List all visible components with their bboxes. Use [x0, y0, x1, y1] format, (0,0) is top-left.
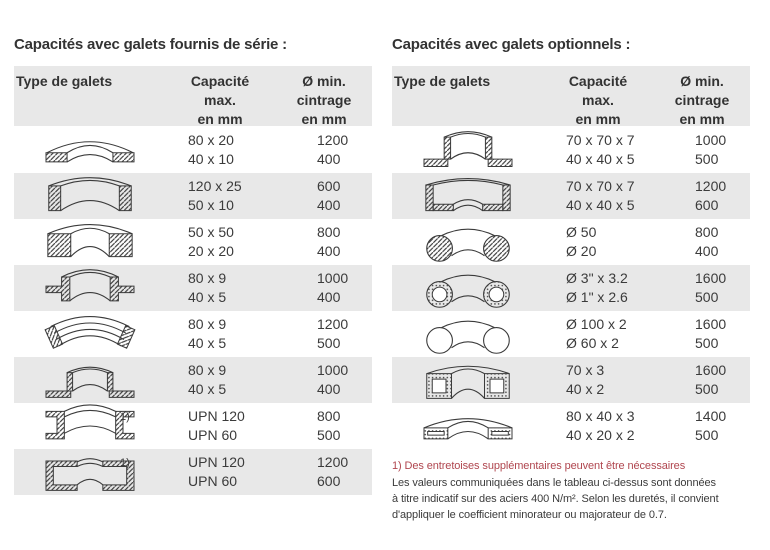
capacity-value: 70 x 70 x 7 — [566, 132, 635, 148]
diameter-value: 500 — [695, 427, 719, 443]
footnote-line: à titre indicatif sur des aciers 400 N/m². Selon les duretés, il convient — [392, 493, 719, 505]
table-row — [14, 173, 372, 219]
angle-legs-out-sm-icon — [42, 358, 138, 402]
diameter-value: 800 — [317, 408, 341, 424]
profile-icon-cell — [14, 127, 164, 173]
diameter-cell — [276, 403, 372, 449]
diameter-value: 1200 — [695, 178, 727, 194]
diameter-value: 400 — [317, 243, 341, 259]
profile-icon-cell — [14, 219, 164, 265]
round-bar-icon — [420, 220, 516, 264]
profile-icon-cell — [392, 173, 542, 219]
capacity-value: 80 x 9 — [188, 362, 227, 378]
diameter-value: 1200 — [317, 454, 349, 470]
footnote-line: d'appliquer le coefficient minorateur ou majorateur de 0.7. — [392, 509, 667, 521]
profile-icon-cell — [392, 357, 542, 403]
diameter-value: 600 — [317, 178, 341, 194]
capacity-cell — [542, 403, 654, 449]
capacity-value: 40 x 5 — [188, 335, 227, 351]
diameter-cell — [276, 173, 372, 219]
capacity-value: 80 x 40 x 3 — [566, 408, 635, 424]
header-line: max. — [582, 92, 614, 108]
diameter-cell — [654, 173, 750, 219]
footnote-line: Les valeurs communiquées dans le tableau ci-dessus sont données — [392, 477, 716, 489]
diameter-value: 1600 — [695, 316, 727, 332]
capacity-value: Ø 20 — [566, 243, 597, 259]
table-row — [392, 127, 750, 173]
capacity-value: Ø 50 — [566, 224, 597, 240]
capacity-value: 50 x 10 — [188, 197, 234, 213]
flat-bar-flat-icon — [42, 128, 138, 172]
diameter-cell — [276, 127, 372, 173]
capacity-cell — [164, 357, 276, 403]
diameter-value: 600 — [695, 197, 719, 213]
diameter-cell — [654, 357, 750, 403]
diameter-value: 400 — [695, 243, 719, 259]
col-header-type: Type de galets — [16, 73, 113, 89]
diameter-value: 500 — [695, 151, 719, 167]
rect-tube-icon — [420, 404, 516, 448]
capacity-value: UPN 60 — [188, 427, 238, 443]
table-body — [14, 127, 372, 495]
capacity-value: 70 x 3 — [566, 362, 605, 378]
col-header-type: Type de galets — [394, 73, 491, 89]
header-line: en mm — [301, 111, 347, 127]
table-optional-rollers — [392, 36, 750, 449]
diameter-value: 600 — [317, 473, 341, 489]
table-title-optional: Capacités avec galets optionnels : — [392, 36, 631, 53]
diameter-value: 400 — [317, 197, 341, 213]
profile-icon-cell — [392, 311, 542, 357]
table-header — [392, 66, 750, 126]
profile-icon-cell — [14, 449, 164, 495]
table-row — [14, 311, 372, 357]
square-bar-icon — [42, 220, 138, 264]
footnote-marker: 1) — [120, 411, 130, 423]
capacity-value: Ø 1" x 2.6 — [566, 289, 628, 305]
profile-icon-cell — [14, 357, 164, 403]
flat-bar-edge-icon — [42, 174, 138, 218]
profile-icon-cell — [14, 311, 164, 357]
diameter-value: 400 — [317, 151, 341, 167]
capacity-cell — [164, 403, 276, 449]
diameter-value: 1400 — [695, 408, 727, 424]
diameter-cell — [654, 311, 750, 357]
capacity-value: 40 x 40 x 5 — [566, 197, 635, 213]
diameter-value: 500 — [695, 381, 719, 397]
header-line: en mm — [575, 111, 621, 127]
diameter-value: 1200 — [317, 316, 349, 332]
diameter-value: 1000 — [317, 362, 349, 378]
header-line: Ø min. — [302, 73, 346, 89]
diameter-value: 1200 — [317, 132, 349, 148]
capacity-cell — [164, 173, 276, 219]
table-row — [392, 403, 750, 449]
capacity-cell — [164, 311, 276, 357]
capacity-value: 40 x 40 x 5 — [566, 151, 635, 167]
capacity-cell — [542, 173, 654, 219]
table-row — [14, 219, 372, 265]
profile-icon-cell — [392, 127, 542, 173]
capacity-cell — [542, 311, 654, 357]
capacity-value: 80 x 9 — [188, 316, 227, 332]
profile-icon-cell — [392, 403, 542, 449]
angle-leg-in-icon — [42, 312, 138, 356]
header-line: Capacité — [190, 73, 250, 89]
capacity-value: Ø 100 x 2 — [566, 316, 627, 332]
header-line: en mm — [679, 111, 725, 127]
capacity-value: 80 x 9 — [188, 270, 227, 286]
profile-icon-cell — [14, 265, 164, 311]
angle-legs-out-icon — [420, 128, 516, 172]
angle-legs-in-icon — [420, 174, 516, 218]
capacity-value: Ø 60 x 2 — [566, 335, 619, 351]
diameter-cell — [654, 219, 750, 265]
capacity-value: 40 x 5 — [188, 289, 227, 305]
diameter-value: 1000 — [695, 132, 727, 148]
capacity-value: 40 x 5 — [188, 381, 227, 397]
diameter-cell — [276, 311, 372, 357]
col-header-capacity — [542, 66, 654, 129]
capacity-value: 70 x 70 x 7 — [566, 178, 635, 194]
capacity-value: UPN 120 — [188, 408, 245, 424]
table-row — [392, 219, 750, 265]
table-row — [14, 127, 372, 173]
capacity-cell — [164, 449, 276, 495]
header-line: cintrage — [296, 92, 352, 108]
table-row — [14, 449, 372, 495]
footnote-warning: 1) Des entretoises supplémentaires peuvent être nécessaires — [392, 460, 686, 472]
footnote-marker: 1) — [120, 457, 130, 469]
footnote — [392, 458, 764, 523]
capacity-value: UPN 60 — [188, 473, 238, 489]
diameter-value: 800 — [695, 224, 719, 240]
tee-profile-icon — [42, 266, 138, 310]
header-line: max. — [204, 92, 236, 108]
diameter-value: 400 — [317, 381, 341, 397]
capacity-cell — [542, 265, 654, 311]
capacity-value: 40 x 20 x 2 — [566, 427, 635, 443]
table-row — [392, 173, 750, 219]
capacity-value: 40 x 10 — [188, 151, 234, 167]
capacity-value: 40 x 2 — [566, 381, 605, 397]
table-row — [392, 265, 750, 311]
capacity-cell — [164, 127, 276, 173]
col-header-diameter — [654, 66, 750, 129]
header-line: cintrage — [674, 92, 730, 108]
capacity-value: Ø 3" x 3.2 — [566, 270, 628, 286]
profile-icon-cell — [392, 265, 542, 311]
header-line: en mm — [197, 111, 243, 127]
diameter-cell — [654, 127, 750, 173]
table-row — [14, 265, 372, 311]
profile-icon-cell — [14, 403, 164, 449]
table-row — [392, 357, 750, 403]
diameter-value: 500 — [317, 427, 341, 443]
diameter-cell — [654, 403, 750, 449]
col-header-capacity — [164, 66, 276, 129]
diameter-cell — [654, 265, 750, 311]
diameter-value: 800 — [317, 224, 341, 240]
header-line: Capacité — [568, 73, 628, 89]
capacity-cell — [542, 127, 654, 173]
thick-pipe-icon — [420, 266, 516, 310]
diameter-value: 1600 — [695, 270, 727, 286]
profile-icon-cell — [14, 173, 164, 219]
col-header-diameter — [276, 66, 372, 129]
table-title-standard: Capacités avec galets fournis de série : — [14, 36, 287, 53]
diameter-value: 500 — [695, 289, 719, 305]
diameter-cell — [276, 219, 372, 265]
header-line: Ø min. — [680, 73, 724, 89]
capacity-cell — [164, 265, 276, 311]
capacity-cell — [542, 357, 654, 403]
capacity-value: 50 x 50 — [188, 224, 234, 240]
diameter-value: 500 — [317, 335, 341, 351]
diameter-value: 1000 — [317, 270, 349, 286]
diameter-cell — [276, 357, 372, 403]
thin-tube-icon — [420, 312, 516, 356]
diameter-value: 400 — [317, 289, 341, 305]
capacity-value: 80 x 20 — [188, 132, 234, 148]
capacity-cell — [542, 219, 654, 265]
diameter-value: 500 — [695, 335, 719, 351]
diameter-value: 1600 — [695, 362, 727, 378]
diameter-cell — [276, 449, 372, 495]
table-body — [392, 127, 750, 449]
capacity-value: UPN 120 — [188, 454, 245, 470]
table-row — [14, 357, 372, 403]
capacity-value: 120 x 25 — [188, 178, 242, 194]
capacity-value: 20 x 20 — [188, 243, 234, 259]
diameter-cell — [276, 265, 372, 311]
table-row — [392, 311, 750, 357]
capacity-cell — [164, 219, 276, 265]
table-header — [14, 66, 372, 126]
table-row — [14, 403, 372, 449]
square-tube-icon — [420, 358, 516, 402]
table-standard-rollers — [14, 36, 372, 495]
profile-icon-cell — [392, 219, 542, 265]
